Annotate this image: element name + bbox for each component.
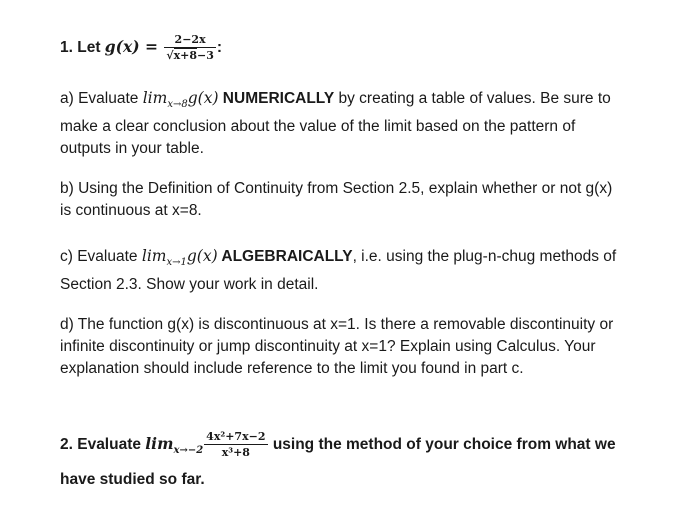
part-a-fn: g(x) xyxy=(187,89,219,107)
problem-2-line-1 xyxy=(60,428,650,467)
g-denominator xyxy=(164,48,216,62)
g-denominator-rest: −3 xyxy=(197,49,214,63)
problem-1-statement xyxy=(60,33,650,62)
g-numerator: 2−2x xyxy=(164,33,216,48)
part-c-bold-word: ALGEBRAICALLY xyxy=(217,248,353,265)
part-c xyxy=(60,245,650,296)
problem-1-label: 1. Let xyxy=(60,39,105,56)
part-c-line-1-rest: , i.e. using the plug-n-chug methods of xyxy=(352,248,617,265)
problem-2-fraction xyxy=(204,430,267,459)
problem-2-line-2: have studied so far. xyxy=(60,471,205,488)
problem-2-numerator: 4x²+7x−2 xyxy=(206,430,266,444)
part-b-line-2: is continuous at x=8. xyxy=(60,202,202,219)
part-c-line-2: Section 2.3. Show your work in detail. xyxy=(60,276,319,293)
part-a-bold-word: NUMERICALLY xyxy=(218,90,335,107)
sqrt-symbol: √ xyxy=(166,49,174,63)
part-a-line-1 xyxy=(60,87,650,116)
part-c-prefix: c) Evaluate xyxy=(60,248,142,265)
problem-2-statement xyxy=(60,428,650,491)
problem-2-lim: lim xyxy=(145,434,174,453)
problem-2-line-1-rest: using the method of your choice from what we xyxy=(268,436,616,453)
part-d-line-1: d) The function g(x) is discontinuous at x=1. Is there a removable discontinuity or xyxy=(60,316,614,333)
sqrt-radicand: x+8 xyxy=(173,49,197,63)
part-a-line-3: outputs in your table. xyxy=(60,140,204,157)
part-c-lim: lim xyxy=(141,247,167,265)
colon: : xyxy=(216,39,223,56)
problem-2-denominator: x³+8 xyxy=(221,446,250,460)
part-a-line-2: make a clear conclusion about the value of the limit based on the pattern of xyxy=(60,118,576,135)
part-d-line-3: explanation should include reference to the limit you found in part c. xyxy=(60,360,524,377)
part-c-line-1 xyxy=(60,245,650,274)
problem-2-lim-sub: x→−2 xyxy=(173,445,204,456)
g-of-x: g(x) xyxy=(104,37,140,56)
part-c-fn: g(x) xyxy=(186,247,218,265)
g-fraction xyxy=(164,33,216,62)
part-a-line-1-rest: by creating a table of values. Be sure to xyxy=(334,90,611,107)
part-a-prefix: a) Evaluate xyxy=(60,90,143,107)
problem-2-prefix: 2. Evaluate xyxy=(60,436,146,453)
part-d xyxy=(60,314,650,380)
equals-sign: = xyxy=(139,37,164,56)
part-d-line-2: infinite discontinuity or jump discontinuity at x=1? Explain using Calculus. Your xyxy=(60,338,596,355)
part-b xyxy=(60,178,650,222)
part-a-lim: lim xyxy=(142,89,168,107)
part-b-line-1: b) Using the Definition of Continuity from Section 2.5, explain whether or not g(x) xyxy=(60,180,613,197)
part-c-lim-sub: x→1 xyxy=(166,257,187,268)
part-a xyxy=(60,87,650,160)
part-a-lim-sub: x→8 xyxy=(167,99,188,110)
